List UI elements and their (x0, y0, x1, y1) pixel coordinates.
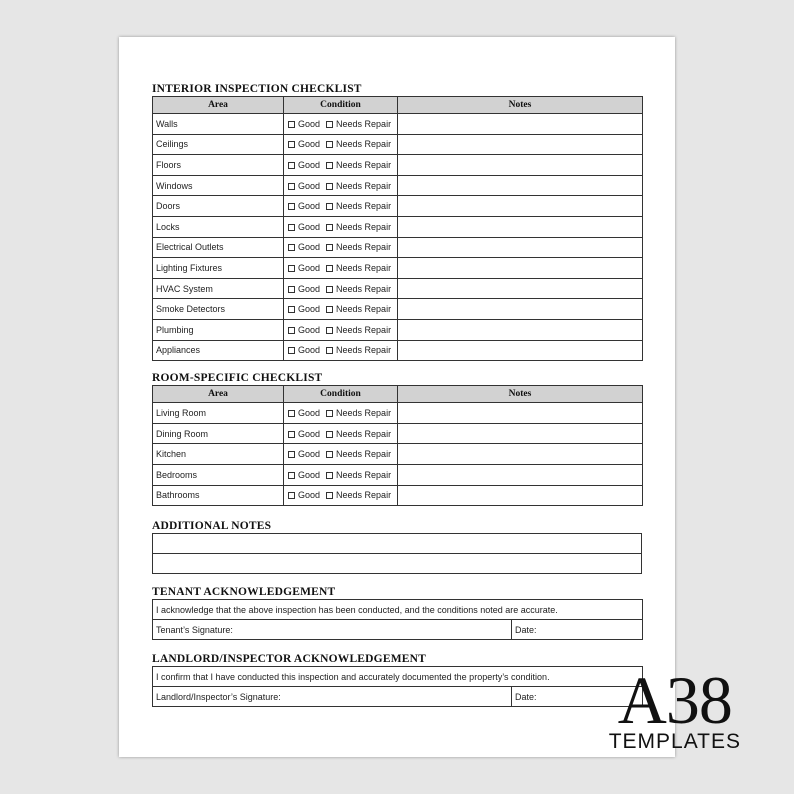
notes-cell[interactable] (398, 278, 643, 299)
repair-option[interactable] (326, 325, 391, 335)
repair-option[interactable] (326, 263, 391, 273)
room-table (152, 385, 643, 506)
area-cell: Kitchen (153, 444, 284, 465)
table-row (153, 175, 643, 196)
table-row (153, 464, 643, 485)
good-option[interactable] (288, 139, 320, 149)
good-label: Good (298, 139, 321, 150)
good-option[interactable] (288, 408, 320, 418)
table-row (153, 403, 643, 424)
good-option[interactable] (288, 304, 320, 314)
notes-cell[interactable] (398, 196, 643, 217)
condition-cell (284, 216, 398, 237)
header-area: Area (153, 386, 284, 403)
area-cell: Smoke Detectors (153, 299, 284, 320)
repair-checkbox[interactable] (326, 224, 333, 231)
repair-option[interactable] (326, 470, 391, 480)
repair-checkbox[interactable] (326, 306, 333, 313)
document-content (152, 83, 642, 707)
tenant-statement: I acknowledge that the above inspection has been conducted, and the conditions noted are accurate. (153, 600, 643, 620)
repair-label: Needs Repair (336, 159, 392, 170)
additional-notes-table (152, 533, 642, 574)
good-checkbox[interactable] (288, 121, 295, 128)
good-label: Good (298, 180, 321, 191)
notes-cell[interactable] (398, 403, 643, 424)
brand-main: A38 (617, 662, 732, 738)
table-row (153, 278, 643, 299)
repair-label: Needs Repair (336, 449, 392, 460)
repair-option[interactable] (326, 490, 391, 500)
area-cell: Bathrooms (153, 485, 284, 506)
repair-checkbox[interactable] (326, 492, 333, 499)
notes-cell[interactable] (398, 444, 643, 465)
good-label: Good (298, 201, 321, 212)
good-option[interactable] (288, 490, 320, 500)
good-checkbox[interactable] (288, 286, 295, 293)
condition-cell (284, 485, 398, 506)
good-option[interactable] (288, 242, 320, 252)
good-option[interactable] (288, 449, 320, 459)
notes-cell[interactable] (398, 258, 643, 279)
notes-cell[interactable] (398, 299, 643, 320)
header-notes: Notes (398, 97, 643, 114)
repair-checkbox[interactable] (326, 472, 333, 479)
area-cell: Bedrooms (153, 464, 284, 485)
repair-option[interactable] (326, 222, 391, 232)
tenant-ack-table (152, 599, 643, 640)
condition-cell (284, 155, 398, 176)
good-option[interactable] (288, 284, 320, 294)
repair-checkbox[interactable] (326, 162, 333, 169)
good-label: Good (298, 324, 321, 335)
repair-option[interactable] (326, 345, 391, 355)
area-cell: Living Room (153, 403, 284, 424)
notes-cell[interactable] (398, 114, 643, 135)
table-row (153, 114, 643, 135)
good-option[interactable] (288, 325, 320, 335)
good-label: Good (298, 159, 321, 170)
repair-label: Needs Repair (336, 201, 392, 212)
good-label: Good (298, 449, 321, 460)
notes-cell[interactable] (398, 319, 643, 340)
tenant-date-label: Date: (515, 624, 537, 635)
repair-label: Needs Repair (336, 490, 392, 501)
condition-cell (284, 278, 398, 299)
area-cell: Dining Room (153, 423, 284, 444)
good-label: Good (298, 221, 321, 232)
additional-notes-title: ADDITIONAL NOTES (152, 520, 272, 533)
good-checkbox[interactable] (288, 183, 295, 190)
landlord-statement: I confirm that I have conducted this inspection and accurately documented the property’s condition. (153, 667, 643, 687)
good-label: Good (298, 428, 321, 439)
table-row (153, 237, 643, 258)
condition-cell (284, 299, 398, 320)
good-checkbox[interactable] (288, 410, 295, 417)
condition-cell (284, 423, 398, 444)
header-area: Area (153, 97, 284, 114)
table-row (153, 258, 643, 279)
repair-checkbox[interactable] (326, 203, 333, 210)
table-row (153, 299, 643, 320)
condition-cell (284, 340, 398, 361)
repair-checkbox[interactable] (326, 286, 333, 293)
good-checkbox[interactable] (288, 492, 295, 499)
additional-notes-line[interactable] (153, 554, 642, 574)
repair-checkbox[interactable] (326, 244, 333, 251)
table-row (153, 134, 643, 155)
good-option[interactable] (288, 263, 320, 273)
repair-option[interactable] (326, 201, 391, 211)
condition-cell (284, 114, 398, 135)
repair-option[interactable] (326, 181, 391, 191)
area-cell: Plumbing (153, 319, 284, 340)
brand-logo (608, 662, 741, 753)
good-label: Good (298, 283, 321, 294)
header-notes: Notes (398, 386, 643, 403)
area-cell: Walls (153, 114, 284, 135)
landlord-ack-table (152, 666, 643, 707)
repair-label: Needs Repair (336, 221, 392, 232)
condition-cell (284, 196, 398, 217)
repair-checkbox[interactable] (326, 121, 333, 128)
header-condition: Condition (284, 97, 398, 114)
tenant-signature-label: Tenant’s Signature: (156, 624, 233, 635)
landlord-date-label: Date: (515, 691, 537, 702)
repair-label: Needs Repair (336, 283, 392, 294)
table-row (153, 319, 643, 340)
good-option[interactable] (288, 119, 320, 129)
area-cell: Lighting Fixtures (153, 258, 284, 279)
notes-cell[interactable] (398, 464, 643, 485)
table-row (153, 340, 643, 361)
notes-cell[interactable] (398, 175, 643, 196)
area-cell: Ceilings (153, 134, 284, 155)
good-checkbox[interactable] (288, 472, 295, 479)
repair-label: Needs Repair (336, 428, 392, 439)
good-checkbox[interactable] (288, 327, 295, 334)
repair-option[interactable] (326, 408, 391, 418)
repair-checkbox[interactable] (326, 451, 333, 458)
good-checkbox[interactable] (288, 431, 295, 438)
repair-checkbox[interactable] (326, 327, 333, 334)
good-label: Good (298, 345, 321, 356)
repair-checkbox[interactable] (326, 265, 333, 272)
condition-cell (284, 237, 398, 258)
repair-option[interactable] (326, 242, 391, 252)
repair-label: Needs Repair (336, 118, 392, 129)
table-row (153, 216, 643, 237)
good-checkbox[interactable] (288, 244, 295, 251)
repair-label: Needs Repair (336, 469, 392, 480)
room-header-row (153, 386, 643, 403)
good-option[interactable] (288, 201, 320, 211)
interior-table (152, 96, 643, 361)
repair-checkbox[interactable] (326, 141, 333, 148)
good-label: Good (298, 490, 321, 501)
condition-cell (284, 258, 398, 279)
good-checkbox[interactable] (288, 306, 295, 313)
condition-cell (284, 134, 398, 155)
table-row (153, 423, 643, 444)
room-body (153, 403, 643, 506)
repair-label: Needs Repair (336, 345, 392, 356)
good-checkbox[interactable] (288, 265, 295, 272)
table-row (153, 155, 643, 176)
tenant-signature-field[interactable] (153, 620, 512, 640)
repair-option[interactable] (326, 284, 391, 294)
area-cell: Doors (153, 196, 284, 217)
good-label: Good (298, 242, 321, 253)
notes-cell[interactable] (398, 216, 643, 237)
interior-header-row (153, 97, 643, 114)
condition-cell (284, 403, 398, 424)
area-cell: Windows (153, 175, 284, 196)
good-option[interactable] (288, 345, 320, 355)
tenant-date-field[interactable] (512, 620, 643, 640)
area-cell: Appliances (153, 340, 284, 361)
good-checkbox[interactable] (288, 141, 295, 148)
repair-label: Needs Repair (336, 139, 392, 150)
good-checkbox[interactable] (288, 203, 295, 210)
table-row (153, 196, 643, 217)
header-condition: Condition (284, 386, 398, 403)
repair-option[interactable] (326, 139, 391, 149)
repair-label: Needs Repair (336, 262, 392, 273)
tenant-title: TENANT ACKNOWLEDGEMENT (152, 586, 336, 599)
notes-cell[interactable] (398, 423, 643, 444)
good-checkbox[interactable] (288, 347, 295, 354)
room-title: ROOM-SPECIFIC CHECKLIST (152, 372, 323, 385)
good-label: Good (298, 304, 321, 315)
repair-option[interactable] (326, 304, 391, 314)
good-label: Good (298, 118, 321, 129)
area-cell: Floors (153, 155, 284, 176)
additional-notes-line[interactable] (153, 534, 642, 554)
good-label: Good (298, 469, 321, 480)
good-option[interactable] (288, 470, 320, 480)
repair-option[interactable] (326, 160, 391, 170)
notes-cell[interactable] (398, 485, 643, 506)
document-sheet (119, 37, 675, 757)
notes-cell[interactable] (398, 134, 643, 155)
good-checkbox[interactable] (288, 162, 295, 169)
repair-label: Needs Repair (336, 242, 392, 253)
repair-checkbox[interactable] (326, 410, 333, 417)
good-label: Good (298, 262, 321, 273)
condition-cell (284, 444, 398, 465)
repair-option[interactable] (326, 429, 391, 439)
condition-cell (284, 319, 398, 340)
condition-cell (284, 464, 398, 485)
repair-label: Needs Repair (336, 180, 392, 191)
repair-checkbox[interactable] (326, 347, 333, 354)
repair-label: Needs Repair (336, 304, 392, 315)
landlord-signature-label: Landlord/Inspector’s Signature: (156, 691, 281, 702)
repair-option[interactable] (326, 449, 391, 459)
area-cell: Electrical Outlets (153, 237, 284, 258)
repair-label: Needs Repair (336, 407, 392, 418)
repair-checkbox[interactable] (326, 431, 333, 438)
landlord-title: LANDLORD/INSPECTOR ACKNOWLEDGEMENT (152, 653, 427, 666)
interior-body (153, 114, 643, 361)
good-option[interactable] (288, 160, 320, 170)
landlord-signature-field[interactable] (153, 687, 512, 707)
repair-checkbox[interactable] (326, 183, 333, 190)
good-checkbox[interactable] (288, 451, 295, 458)
notes-cell[interactable] (398, 155, 643, 176)
good-checkbox[interactable] (288, 224, 295, 231)
good-option[interactable] (288, 429, 320, 439)
interior-title: INTERIOR INSPECTION CHECKLIST (152, 83, 362, 95)
condition-cell (284, 175, 398, 196)
good-label: Good (298, 407, 321, 418)
repair-label: Needs Repair (336, 324, 392, 335)
good-option[interactable] (288, 222, 320, 232)
repair-option[interactable] (326, 119, 391, 129)
area-cell: Locks (153, 216, 284, 237)
area-cell: HVAC System (153, 278, 284, 299)
table-row (153, 485, 643, 506)
table-row (153, 444, 643, 465)
notes-cell[interactable] (398, 237, 643, 258)
good-option[interactable] (288, 181, 320, 191)
notes-cell[interactable] (398, 340, 643, 361)
brand-sub: TEMPLATES (608, 730, 741, 753)
